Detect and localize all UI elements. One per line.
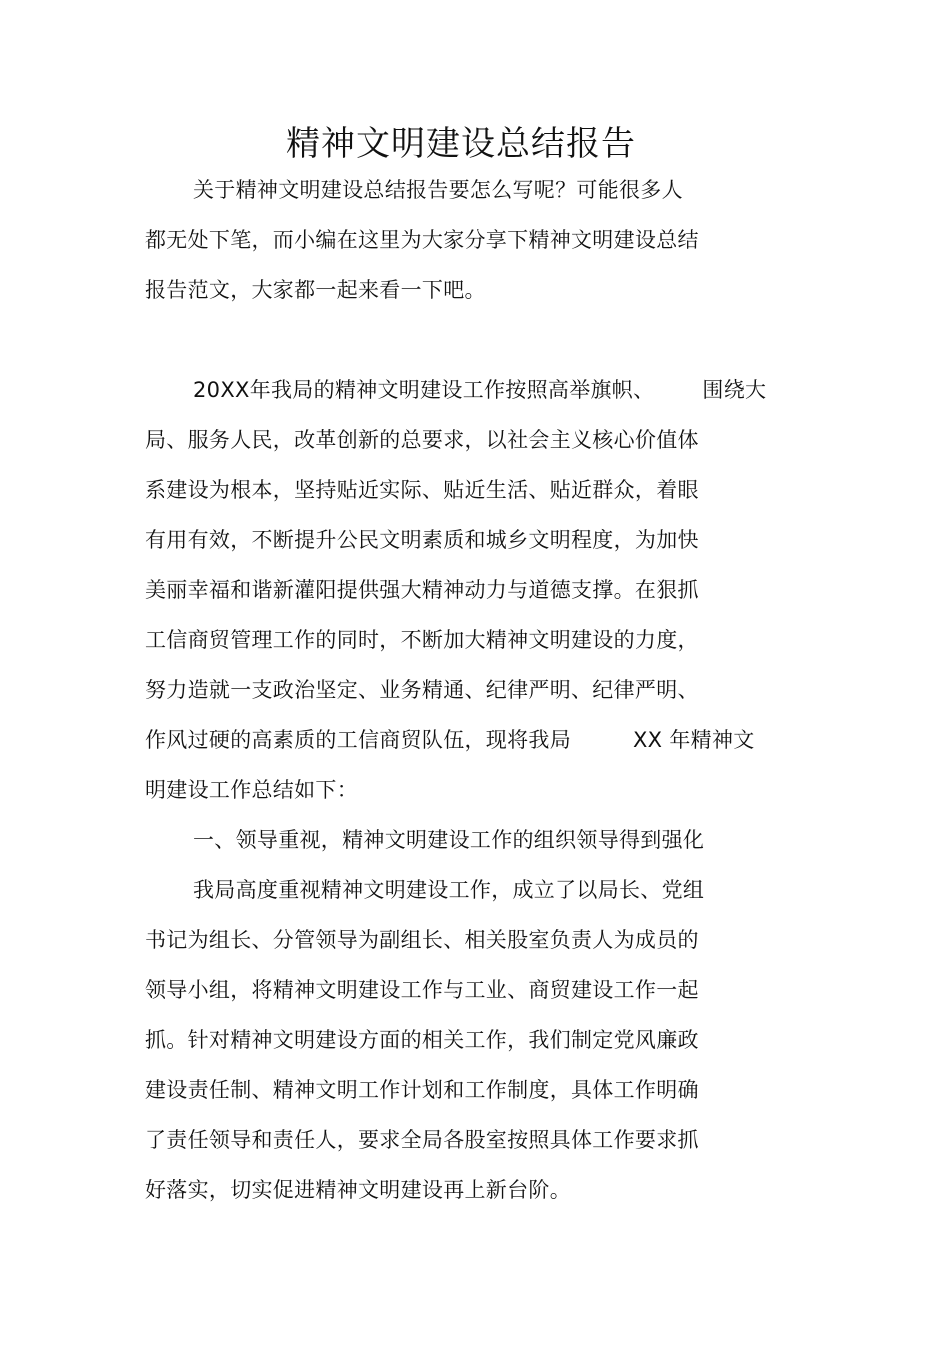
para1-line-5: 美丽幸福和谐新灌阳提供强大精神动力与道德支撑。在狠抓: [145, 578, 699, 602]
para1-line-1-part-a: 20XX年我局的精神文明建设工作按照高举旗帜、: [193, 378, 655, 402]
para2-line-1: 我局高度重视精神文明建设工作，成立了以局长、党组: [193, 878, 705, 902]
document-title: 精神文明建设总结报告: [286, 124, 636, 164]
para1-line-9: 明建设工作总结如下：: [145, 778, 358, 802]
intro-line-1: 关于精神文明建设总结报告要怎么写呢？可能很多人: [193, 178, 683, 202]
section-heading-1: 一、领导重视，精神文明建设工作的组织领导得到强化: [193, 828, 705, 852]
intro-line-2: 都无处下笔，而小编在这里为大家分享下精神文明建设总结: [145, 228, 699, 252]
para2-line-5: 建设责任制、精神文明工作计划和工作制度，具体工作明确: [145, 1078, 699, 1102]
para1-line-8: [145, 725, 755, 755]
para1-line-1: [193, 375, 766, 405]
para2-line-2: 书记为组长、分管领导为副组长、相关股室负责人为成员的: [145, 928, 699, 952]
para1-line-2: 局、服务人民，改革创新的总要求，以社会主义核心价值体: [145, 428, 699, 452]
para2-line-4: 抓。针对精神文明建设方面的相关工作，我们制定党风廉政: [145, 1028, 699, 1052]
para2-line-3: 领导小组，将精神文明建设工作与工业、商贸建设工作一起: [145, 978, 699, 1002]
para1-line-3: 系建设为根本，坚持贴近实际、贴近生活、贴近群众，着眼: [145, 478, 699, 502]
para1-line-7: 努力造就一支政治坚定、业务精通、纪律严明、纪律严明、: [145, 678, 699, 702]
para2-line-7: 好落实，切实促进精神文明建设再上新台阶。: [145, 1178, 571, 1202]
para1-line-4: 有用有效，不断提升公民文明素质和城乡文明程度，为加快: [145, 528, 699, 552]
intro-line-3: 报告范文，大家都一起来看一下吧。: [145, 278, 486, 302]
para1-line-8-part-a: 作风过硬的高素质的工信商贸队伍，现将我局: [145, 728, 571, 752]
para1-line-1-part-b: 围绕大: [702, 378, 767, 402]
para2-line-6: 了责任领导和责任人，要求全局各股室按照具体工作要求抓: [145, 1128, 699, 1152]
para1-line-8-part-b: XX 年精神文: [633, 728, 755, 752]
para1-line-6: 工信商贸管理工作的同时，不断加大精神文明建设的力度，: [145, 628, 699, 652]
